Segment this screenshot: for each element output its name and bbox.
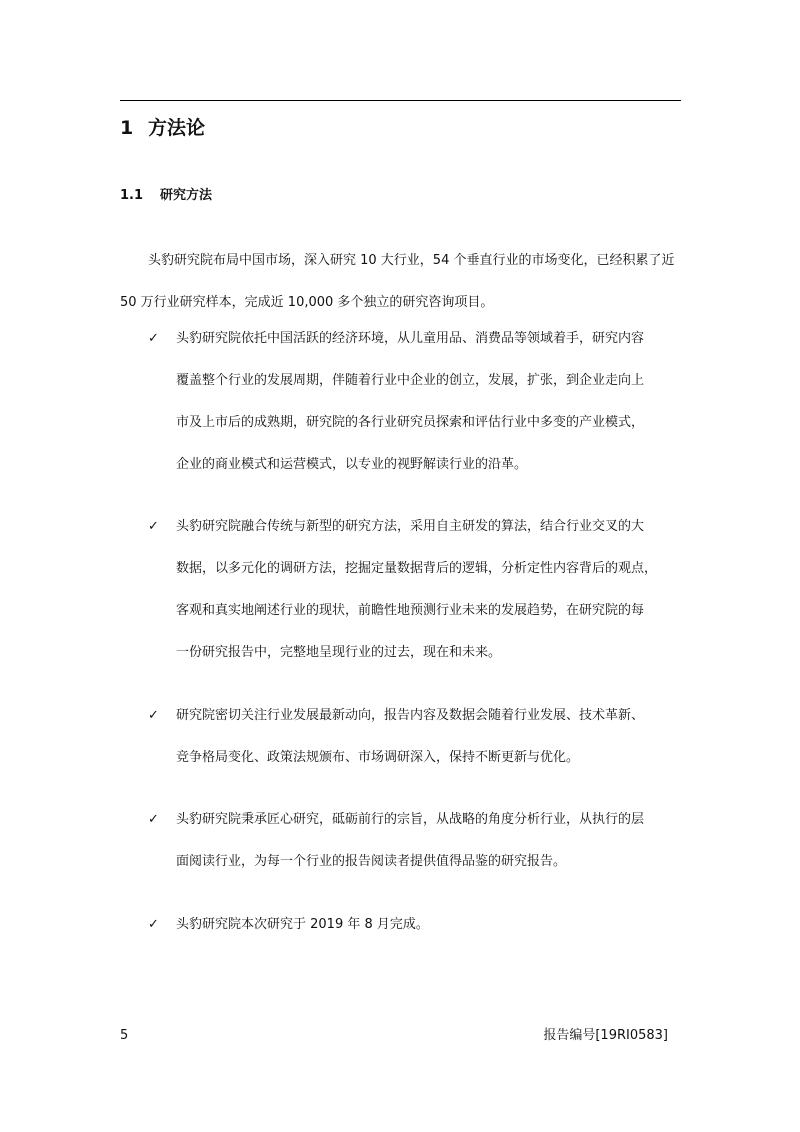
bullet-line: 市及上市后的成熟期，研究院的各行业研究员探索和评估行业中多变的产业模式， (176, 415, 645, 430)
bullet-line: 头豹研究院融合传统与新型的研究方法，采用自主研发的算法，结合行业交叉的大 (176, 519, 645, 534)
bullet-text (176, 705, 688, 769)
bullet-line: 研究院密切关注行业发展最新动向，报告内容及数据会随着行业发展、技术革新、 (176, 708, 645, 723)
bullet-line: 面阅读行业，为每一个行业的报告阅读者提供值得品鉴的研究报告。 (176, 854, 567, 869)
checkmark-icon: ✓ (148, 917, 159, 932)
bullet-line: 头豹研究院本次研究于 2019 年 8 月完成。 (176, 917, 429, 932)
section-title: 方法论 (148, 117, 206, 139)
bullet-line: 头豹研究院秉承匠心研究，砥砺前行的宗旨，从战略的角度分析行业，从执行的层 (176, 812, 645, 827)
intro-paragraph: 头豹研究院布局中国市场，深入研究 10 大行业，54 个垂直行业的市场变化，已经积累了近 50 万行业研究样本，完成近 10,000 多个独立的研究咨询项目。 (120, 253, 675, 310)
section-heading (120, 114, 205, 142)
checkmark-icon: ✓ (148, 519, 159, 534)
bullet-line: 覆盖整个行业的发展周期，伴随着行业中企业的创立，发展，扩张，到企业走向上 (176, 373, 645, 388)
page-number: 5 (120, 1028, 129, 1043)
bullet-line: 企业的商业模式和运营模式，以专业的视野解读行业的沿革。 (176, 457, 528, 472)
checkmark-icon: ✓ (148, 708, 159, 723)
bullet-text (176, 328, 688, 476)
bullet-text (176, 809, 688, 873)
checkmark-icon: ✓ (148, 331, 159, 346)
subsection-title: 研究方法 (160, 188, 213, 203)
bullet-line: 一份研究报告中，完整地呈现行业的过去，现在和未来。 (176, 645, 502, 660)
bullet-text (176, 516, 688, 664)
section-number: 1 (120, 117, 134, 139)
subsection-number: 1.1 (120, 188, 144, 203)
bullet-line: 头豹研究院依托中国活跃的经济环境，从儿童用品、消费品等领域着手，研究内容 (176, 331, 645, 346)
report-id: 报告编号[19RI0583] (543, 1028, 668, 1043)
checkmark-icon: ✓ (148, 812, 159, 827)
subsection-heading (120, 185, 212, 207)
bullet-line: 数据，以多元化的调研方法，挖掘定量数据背后的逻辑，分析定性内容背后的观点， (176, 561, 658, 576)
header-rule (120, 100, 681, 101)
bullet-line: 客观和真实地阐述行业的现状，前瞻性地预测行业未来的发展趋势，在研究院的每 (176, 603, 645, 618)
bullet-text (176, 914, 688, 936)
bullet-line: 竞争格局变化、政策法规颁布、市场调研深入，保持不断更新与优化。 (176, 750, 580, 765)
